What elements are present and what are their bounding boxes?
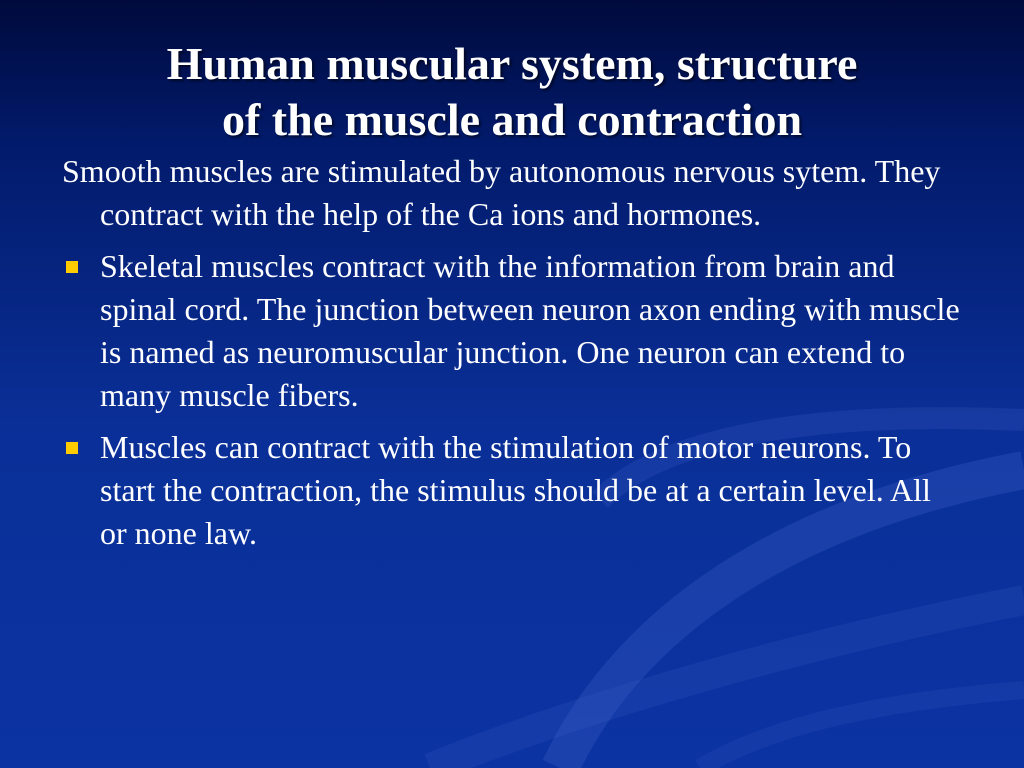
slide-title-line-1: Human muscular system, structure	[166, 38, 858, 89]
slide-title	[40, 36, 984, 148]
list-item-skeletal-muscles	[62, 245, 962, 417]
square-bullet-icon	[66, 261, 78, 273]
list-item-text: Smooth muscles are stimulated by autonomous nervous sytem. They contract with the help of the Ca ions and hormones.	[62, 153, 941, 232]
slide-body-list	[62, 150, 962, 564]
list-item-text: Skeletal muscles contract with the information from brain and spinal cord. The junction between neuron axon ending with muscle is named as neuromuscular junction. One neuron can extend to many muscle fibers.	[100, 248, 960, 413]
list-item-text: Muscles can contract with the stimulation of motor neurons. To start the contraction, the stimulus should be at a certain level. All or none law.	[100, 429, 931, 551]
square-bullet-icon	[66, 442, 78, 454]
list-item-motor-neurons	[62, 426, 962, 555]
slide-title-line-2: of the muscle and contraction	[221, 94, 803, 145]
list-item-smooth-muscles	[62, 150, 962, 236]
